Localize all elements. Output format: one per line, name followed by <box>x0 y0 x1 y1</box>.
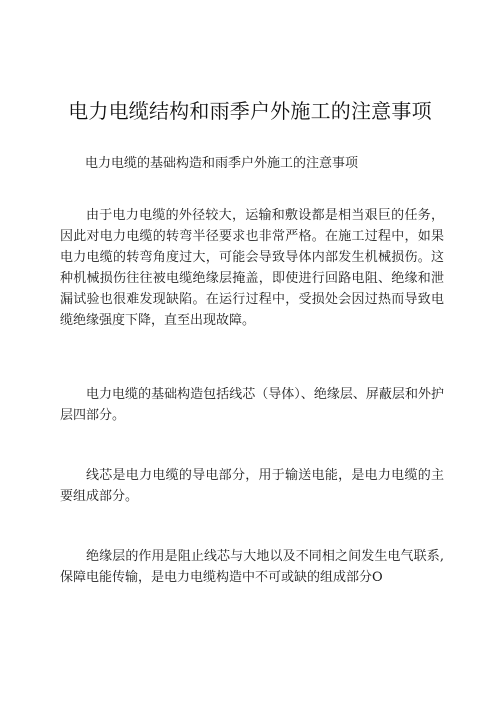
document-title: 电力电缆结构和雨季户外施工的注意事项 <box>68 99 432 123</box>
paragraph-cable-bending: 由于电力电缆的外径较大，运输和敷设都是相当艰巨的任务，因此对电力电缆的转弯半径要求也非常严格。在施工过程中，如果电力电缆的转弯角度过大，可能会导致导体内部发生机械损伤。这种机械损伤往往被电缆绝缘层掩盖，即使进行回路电阻、绝缘和泄漏试验也很难发现缺陷。在运行过程中，受损处会因过热而导致电缆绝缘强度下降，直至出现故障。 <box>60 208 444 328</box>
document-subtitle: 电力电缆的基础构造和雨季户外施工的注意事项 <box>85 156 359 171</box>
paragraph-basic-structure: 电力电缆的基础构造包括线芯（导体）、绝缘层、屏蔽层和外护层四部分。 <box>60 387 444 423</box>
paragraph-conductor-core: 线芯是电力电缆的导电部分，用于输送电能，是电力电缆的主要组成部分。 <box>60 468 444 504</box>
paragraph-insulation-layer: 绝缘层的作用是阻止线芯与大地以及不同相之间发生电气联系,保障电能传输，是电力电缆构造中不可或缺的组成部分O <box>60 549 444 585</box>
